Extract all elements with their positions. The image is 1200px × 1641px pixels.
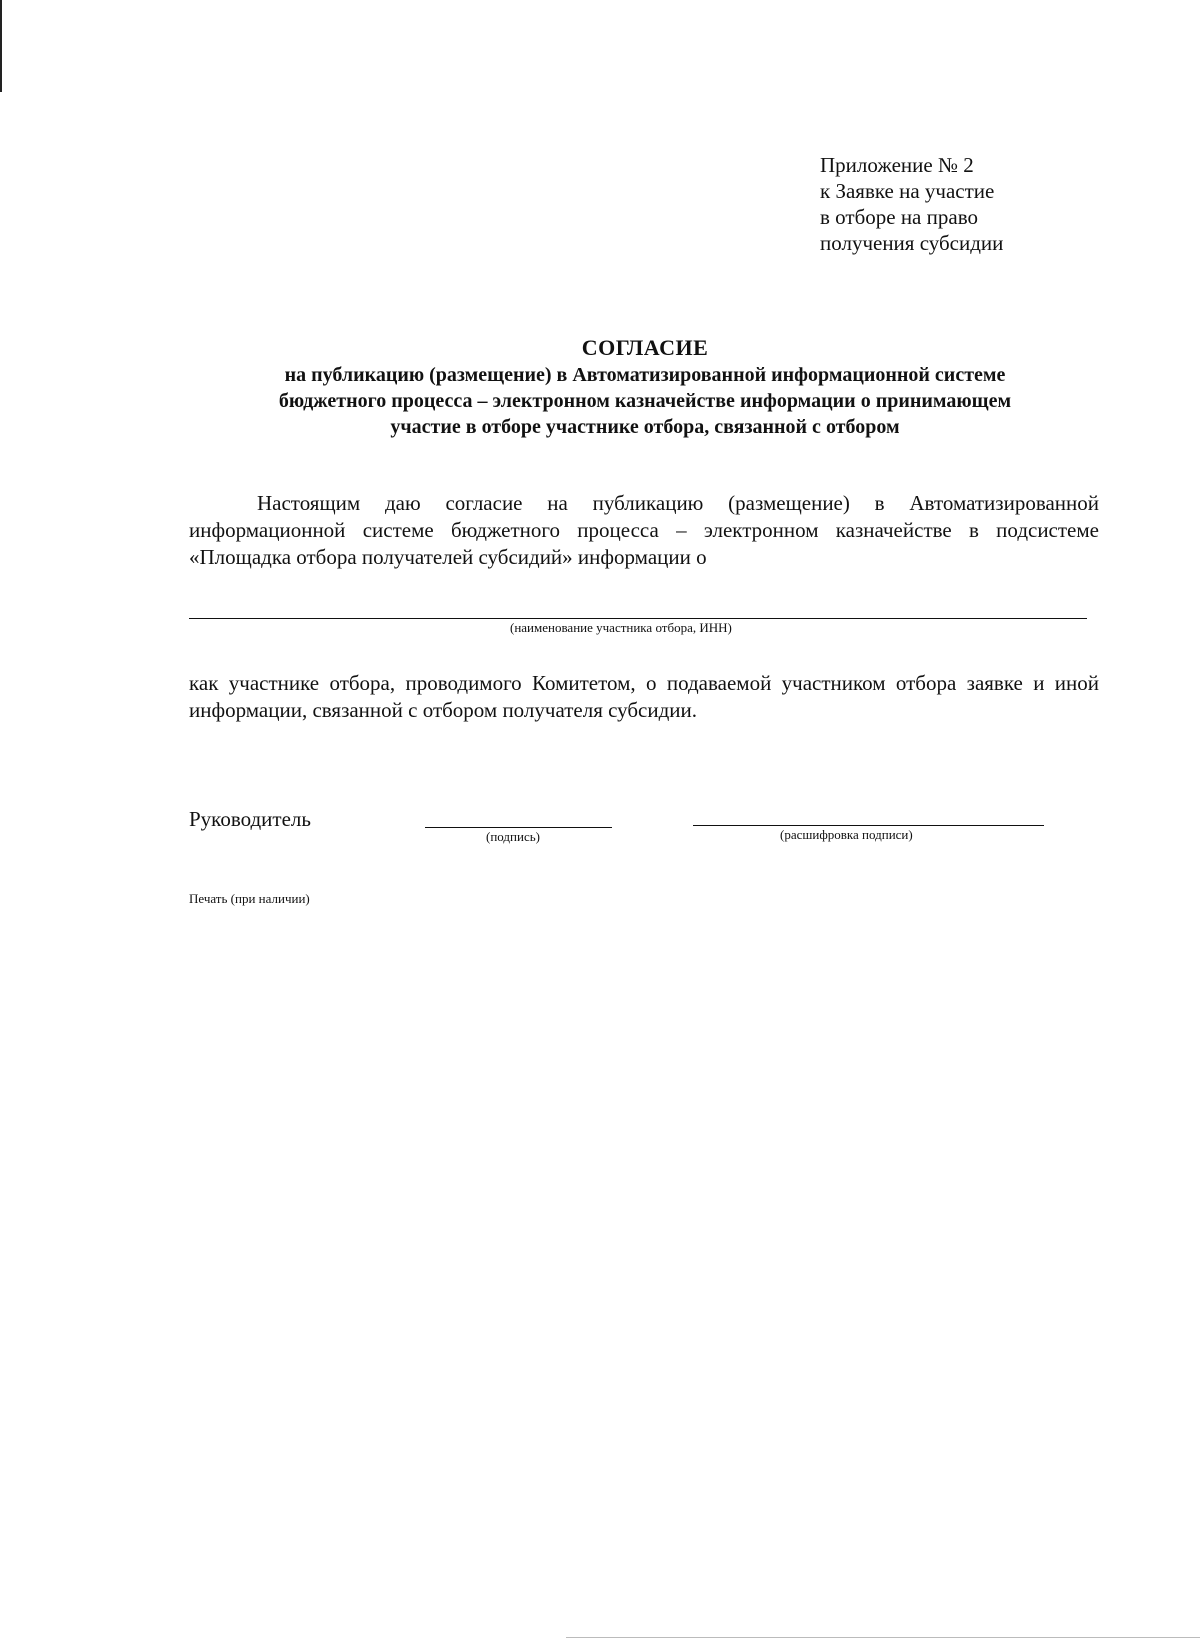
consent-paragraph — [189, 490, 1099, 571]
signature-line[interactable] — [425, 827, 612, 828]
signature-decode-caption: (расшифровка подписи) — [780, 827, 913, 842]
participant-name-caption: (наименование участника отбора, ИНН) — [510, 620, 732, 635]
scan-edge-mark — [0, 0, 2, 92]
subtitle-line-1: на публикацию (размещение) в Автоматизированной информационной системе — [284, 364, 1006, 386]
participant-name-line[interactable] — [189, 618, 1087, 619]
consent-text: Настоящим даю согласие на публикацию (размещение) в Автоматизированной информационной системе бюджетного процесса – электронном казначействе в подсистеме «Площадка отбора получателей субсидий» информации о — [189, 491, 1099, 569]
stamp-note: Печать (при наличии) — [189, 891, 310, 906]
participant-paragraph: как участнике отбора, проводимого Комитетом, о подаваемой участником отбора заявке и иной информации, связанной с отбором получателя субсидии. — [189, 671, 1099, 722]
signer-role: Руководитель — [189, 807, 311, 831]
title-main: СОГЛАСИЕ — [581, 335, 709, 360]
signature-caption: (подпись) — [486, 829, 540, 844]
subtitle-line-3: участие в отборе участнике отбора, связанной с отбором — [390, 416, 900, 438]
title-subtitle — [150, 362, 1140, 440]
appendix-line-4: получения субсидии — [820, 231, 1004, 255]
scan-edge-line — [566, 1637, 1200, 1638]
signature-decode-line[interactable] — [693, 825, 1044, 826]
appendix-line-1: Приложение № 2 — [820, 153, 974, 177]
appendix-line-2: к Заявке на участие — [820, 179, 995, 203]
appendix-line-3: в отборе на право — [820, 205, 978, 229]
document-title — [150, 334, 1140, 440]
subtitle-line-2: бюджетного процесса – электронном казначействе информации о принимающем — [278, 390, 1012, 412]
appendix-reference — [820, 152, 1003, 256]
